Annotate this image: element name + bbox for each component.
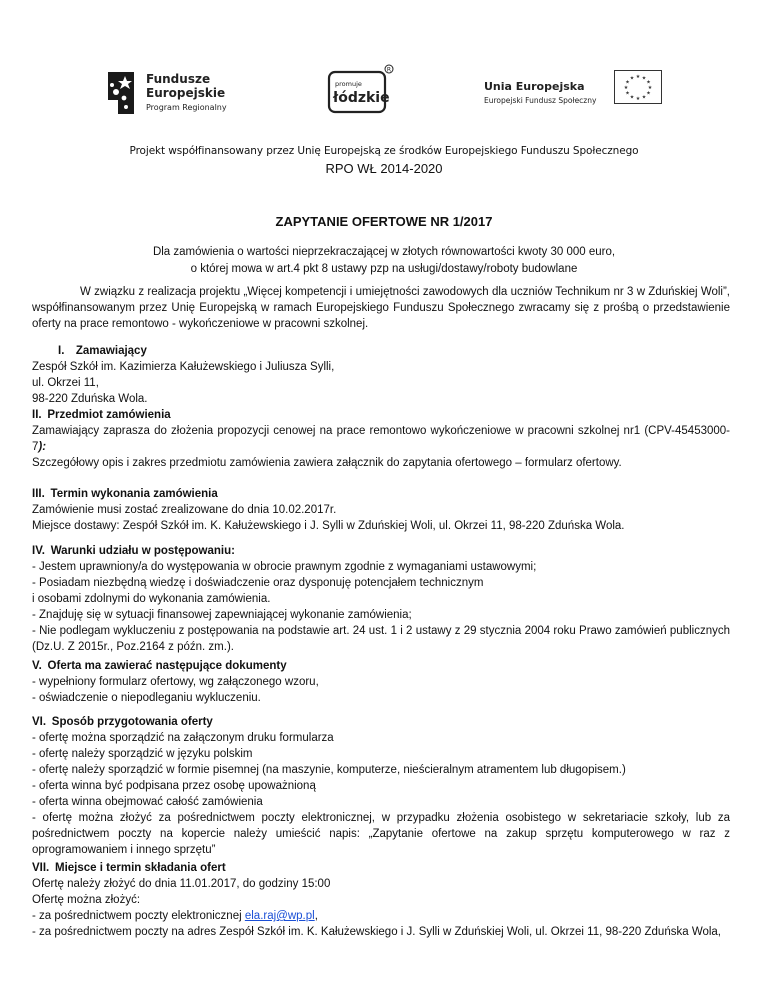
svg-text:★: ★: [625, 79, 630, 86]
svg-text:★: ★: [646, 90, 651, 97]
section-heading: II. Przedmiot zamówienia: [32, 409, 171, 421]
svg-text:★: ★: [623, 85, 629, 91]
section-text: Zamawiający zaprasza do złożenia propozycji cenowej na prace remontowo wykończeniowe w pracowni szkolnej nr1 (CPV-45453000-7: [32, 425, 730, 453]
section-line-justified: [32, 575, 730, 591]
subtitle-line2: o której mowa w art.4 pkt 8 ustawy pzp na usługi/dostawy/roboty budowlane: [190, 263, 578, 275]
logo-bar: [0, 62, 768, 120]
section-dokumenty: [32, 658, 730, 706]
word: -: [32, 577, 36, 589]
svg-text:★: ★: [635, 74, 641, 80]
section-line: - Znajduję się w sytuacji finansowej zapewniającej wykonanie zamówienia;: [32, 609, 412, 621]
svg-text:★: ★: [641, 94, 647, 101]
fundusze-europejskie-logo: [104, 70, 244, 114]
word: dysponuję: [298, 577, 352, 589]
word: wiedzę: [149, 577, 186, 589]
svg-text:★: ★: [635, 96, 641, 102]
svg-text:★: ★: [646, 79, 651, 86]
section-line: - ofertę można sporządzić na załączonym druku formularza: [32, 732, 334, 744]
promuje-lodzkie-logo: [327, 64, 395, 116]
section-line-email: [32, 908, 730, 924]
section-miejsce: [32, 860, 730, 940]
subtitle-line1: Dla zamówienia o wartości nieprzekraczającej w złotych równowartości kwoty 30 000 euro,: [152, 246, 616, 258]
section-line: ul. Okrzei 11,: [32, 377, 99, 389]
section-przedmiot: [32, 407, 730, 471]
intro-paragraph: [32, 284, 730, 332]
section-line: Miejsce dostawy: Zespół Szkół im. K. Kałużewskiego i J. Sylli w Zduńskiej Woli, ul. Okrzei 11, 98-220 Zduńska Wola.: [32, 520, 625, 532]
section-line: - ofertę należy sporządzić w formie pisemnej (na maszynie, komputerze, nieścieralnym atramentem lub długopisem.): [32, 764, 626, 776]
ue-line2: Europejski Fundusz Społeczny: [484, 96, 597, 105]
fe-line3: Program Regionalny: [146, 103, 227, 112]
section-heading: VI. Sposób przygotowania oferty: [32, 716, 213, 728]
word: Posiadam: [39, 577, 91, 589]
svg-text:★: ★: [647, 85, 653, 91]
eu-flag-icon: [614, 70, 662, 104]
section-line: - oferta winna być podpisana przez osobę upoważnioną: [32, 780, 316, 792]
section-warunki: [32, 543, 730, 655]
section-paragraph: - ofertę można złożyć za pośrednictwem poczty elektronicznej, w przypadku złożenia osobistego w sekretariacie szkoły, lub za pośrednictwem poczty na kopercie należy umieścić napis: „Zapytanie ofertowe na zakup sprzętu komputerowego w raz z oprogramowaniem i innego sprzętu”: [32, 812, 730, 856]
section-line: - ofertę należy sporządzić w języku polskim: [32, 748, 253, 760]
section-line: Zespół Szkół im. Kazimierza Kałużewskiego i Juliusza Sylli,: [32, 361, 335, 373]
rpo-line: RPO WŁ 2014-2020: [325, 161, 443, 176]
section-heading: I. Zamawiający: [58, 345, 147, 357]
word: doświadczenie: [194, 577, 270, 589]
svg-text:★: ★: [629, 94, 635, 101]
word: oraz: [273, 577, 296, 589]
section-zamawiajacy-body: [32, 359, 730, 407]
section-line: - oświadczenie o niepodleganiu wykluczeniu.: [32, 692, 261, 704]
fe-line2: Europejskie: [146, 86, 226, 100]
section-line: Szczegółowy opis i zakres przedmiotu zamówienia zawiera załącznik do zapytania ofertowego – formularz ofertowy.: [32, 457, 622, 469]
fe-line1: Fundusze: [146, 72, 211, 86]
section-line: - Jestem uprawniony/a do występowania w obrocie prawnym zgodnie z wymaganiami ustawowymi;: [32, 561, 537, 573]
word: niezbędną: [93, 577, 147, 589]
unia-europejska-logo: [484, 70, 664, 114]
lodz-registered-mark: R: [386, 66, 392, 74]
section-paragraph: - Nie podlegam wykluczeniu z postępowania na podstawie art. 24 ust. 1 i 2 ustawy z 29 stycznia 2004 roku Prawo zamówień publicznych (Dz.U. Z 2015r., Poz.2164 z późn. zm.).: [32, 625, 730, 653]
section-line: Ofertę należy złożyć do dnia 11.01.2017, do godziny 15:00: [32, 878, 331, 890]
section-paragraph: [32, 423, 730, 455]
section-line: i osobami zdolnymi do wykonania zamówienia.: [32, 593, 271, 605]
section-termin: [32, 486, 730, 534]
section-line: 98-220 Zduńska Wola.: [32, 393, 148, 405]
section-text: ):: [38, 441, 47, 453]
word: potencjałem: [354, 577, 417, 589]
section-line: - oferta winna obejmować całość zamówienia: [32, 796, 263, 808]
email-link[interactable]: ela.raj@wp.pl: [244, 910, 315, 922]
document-title: ZAPYTANIE OFERTOWE NR 1/2017: [275, 214, 493, 229]
section-heading: V. Oferta ma zawierać następujące dokumenty: [32, 660, 287, 672]
word: i: [188, 577, 192, 589]
svg-text:★: ★: [625, 90, 630, 97]
ue-line1: Unia Europejska: [484, 80, 585, 93]
section-text: ,: [314, 910, 318, 922]
section-text: - za pośrednictwem poczty elektronicznej: [32, 910, 245, 922]
project-funding-line: Projekt współfinansowany przez Unię Europejską ze środków Europejskiego Funduszu Społecznego: [129, 145, 639, 157]
svg-text:★: ★: [629, 75, 635, 82]
word: technicznym: [419, 577, 484, 589]
section-paragraph: - za pośrednictwem poczty na adres Zespół Szkół im. K. Kałużewskiego i J. Sylli w Zduńskiej Woli, ul. Okrzei 11, 98-220 Zduńska Wola,: [32, 926, 722, 938]
section-heading: III. Termin wykonania zamówienia: [32, 488, 218, 500]
svg-text:★: ★: [641, 75, 647, 82]
lodz-small-text: promuje: [335, 80, 362, 88]
section-heading: VII. Miejsce i termin składania ofert: [32, 862, 226, 874]
intro-text: W związku z realizacja projektu „Więcej kompetencji i umiejętności zawodowych dla uczniów Technikum nr 3 w Zduńskiej Woli”, współfinansowanym przez Unię Europejską w ramach Europejskiego Funduszu Społecznego zwracamy się z prośbą o przedstawienie oferty na prace remontowo - wykończeniowe w pracowni szkolnej.: [32, 286, 730, 330]
lodz-main-text: łódzkie: [333, 90, 390, 106]
section-line: - wypełniony formularz ofertowy, wg załączonego wzoru,: [32, 676, 319, 688]
section-sposob: [32, 714, 730, 858]
lodzkie-badge-icon: [327, 64, 395, 116]
section-line: Ofertę można złożyć:: [32, 894, 141, 906]
section-zamawiajacy: [58, 343, 730, 359]
section-heading: IV. Warunki udziału w postępowaniu:: [32, 545, 235, 557]
fe-star-icon: [104, 70, 138, 114]
section-line: Zamówienie musi zostać zrealizowane do dnia 10.02.2017r.: [32, 504, 337, 516]
